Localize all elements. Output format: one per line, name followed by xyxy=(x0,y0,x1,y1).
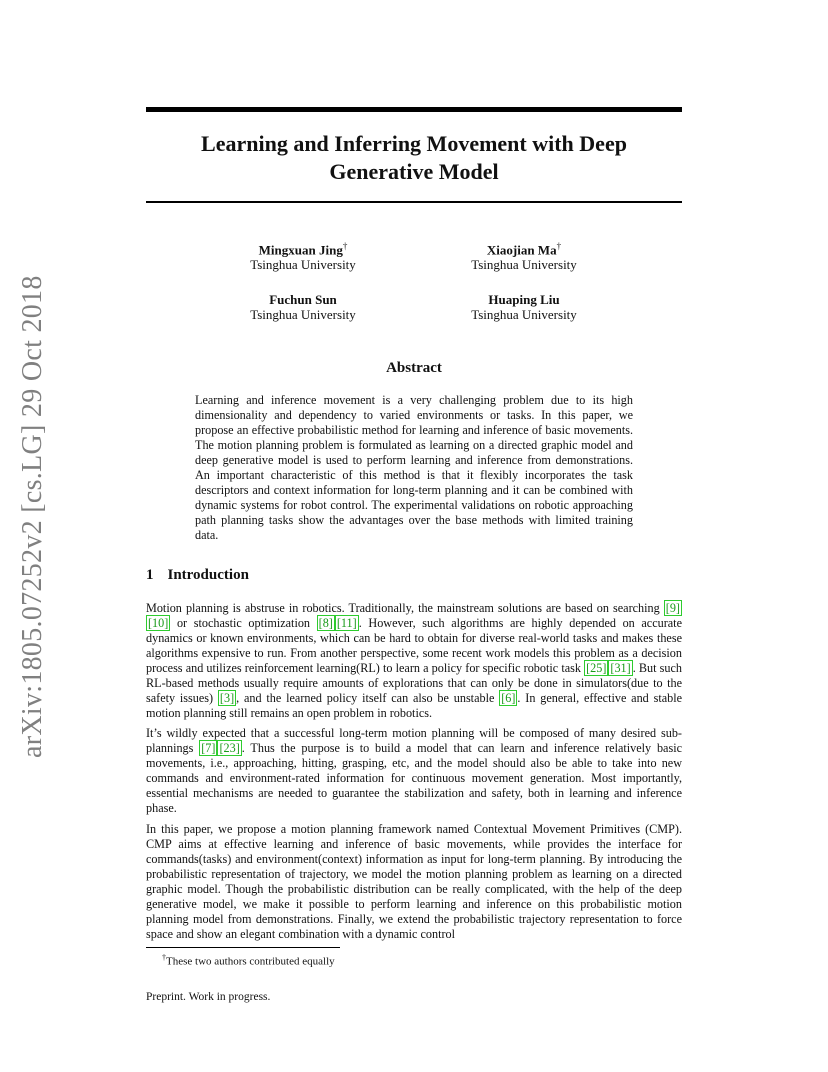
author-affiliation: Tsinghua University xyxy=(471,257,577,273)
arxiv-identifier-stamp: arXiv:1805.07252v2 [cs.LG] 29 Oct 2018 xyxy=(17,275,48,758)
author-affiliation: Tsinghua University xyxy=(471,307,577,322)
author-name: Mingxuan Jing xyxy=(258,242,343,258)
title-bottom-rule xyxy=(146,201,682,203)
section-number: 1 xyxy=(146,567,154,583)
title-line-1: Learning and Inferring Movement with Deep xyxy=(201,131,627,156)
section-title: Introduction xyxy=(167,567,249,583)
intro-paragraph-2: It’s wildly expected that a successful long-term motion planning will be composed of many desired sub-plannings [7] [23] . Thus the purpose is to build a model that can learn and inference relatively basic movements, i.e., approaching, hitting, grasping, etc, and the model should also be able to take into new commands and environment-rated information for continuous movement generation. Most importantly, essential mechanisms are needed to guarantee the stabilization and safety, both in learning and inference phase. xyxy=(146,726,682,815)
footnote-mark: † xyxy=(162,953,166,962)
preprint-note: Preprint. Work in progress. xyxy=(146,991,271,1003)
author-name: Huaping Liu xyxy=(488,292,560,307)
intro-paragraph-1: Motion planning is abstruse in robotics. Traditionally, the mainstream solutions are based on searching [9][10] or stochastic optimization [8] [11] . However, such algorithms are highly depended on accurate dynamics or known environments, which can be hard to obtain for diverse real-world tasks and makes these algorithms expensive to run. From another perspective, some recent work models this problem as a decision process and utilizes reinforcement learning(RL) to learn a policy for specific robotic task [25] [31] . But such RL-based methods usually require amounts of explorations that can only be done in simulators(due to the safety issues) [3] , and the learned policy itself can also be unstable [6] . In general, effective and stable motion planning still remains an open problem in robotics. xyxy=(146,601,683,720)
citation-link[interactable]: [8] xyxy=(318,616,333,630)
citation-link[interactable]: [23] xyxy=(219,741,240,755)
citation-link[interactable]: [11] xyxy=(336,616,357,630)
footnote-rule xyxy=(146,947,340,948)
author-block xyxy=(414,292,634,322)
author-affiliation: Tsinghua University xyxy=(250,257,356,273)
author-block xyxy=(414,239,634,272)
citation-link[interactable]: [31] xyxy=(610,661,631,675)
author-block xyxy=(193,292,413,322)
citation-link[interactable]: [9] xyxy=(665,601,680,615)
abstract-body: Learning and inference movement is a very challenging problem due to its high dimensionality and dependency to varied environments or tasks. In this paper, we propose an effective probabilistic method for learning and inference of basic movements. The motion planning problem is formulated as learning on a directed graphic model and deep generative model is used to perform learning and inference from demonstrations. An important characteristic of this method is that it flexibly incorporates the task descriptors and context information for long-term planning and it can be combined with dynamic systems for robot control. The experimental validations on robotic approaching path planning tasks show the advantages over the base methods with limited training data. xyxy=(195,393,633,542)
citation-link[interactable]: [7] xyxy=(201,741,216,755)
author-name: Fuchun Sun xyxy=(269,292,337,307)
citation-link[interactable]: [10] xyxy=(148,616,169,630)
title-top-rule xyxy=(146,107,682,112)
author-mark: † xyxy=(342,241,348,251)
author-affiliation: Tsinghua University xyxy=(250,307,356,322)
author-block xyxy=(193,239,413,272)
author-name: Xiaojian Ma xyxy=(486,242,557,258)
citation-link[interactable]: [6] xyxy=(501,691,516,705)
citation-link[interactable]: [3] xyxy=(219,691,235,705)
title-line-2: Generative Model xyxy=(329,159,499,184)
footnote-text: These two authors contributed equally xyxy=(166,955,335,968)
section-heading xyxy=(146,567,249,584)
intro-paragraph-3: In this paper, we propose a motion planning framework named Contextual Movement Primitives (CMP). CMP aims at effective learning and inference of basic movements, while provides the interface for commands(tasks) and environment(context) information as input for long-term planning. By introducing the probabilistic representation of trajectory, we model the motion planning problem as learning on a directed graphic model. Though the probabilistic distribution can be really complicated, with the help of the deep generative model, we make it possible to perform learning and inference on this probabilistic motion planning model from demonstrations. Finally, we extend the probabilistic trajectory representation to force space and show an elegant combination with a dynamic control xyxy=(146,822,682,941)
footnote xyxy=(162,953,335,968)
abstract-heading: Abstract xyxy=(386,360,442,376)
author-mark: † xyxy=(556,241,562,251)
citation-link[interactable]: [25] xyxy=(586,661,607,675)
paper-title xyxy=(146,130,682,186)
